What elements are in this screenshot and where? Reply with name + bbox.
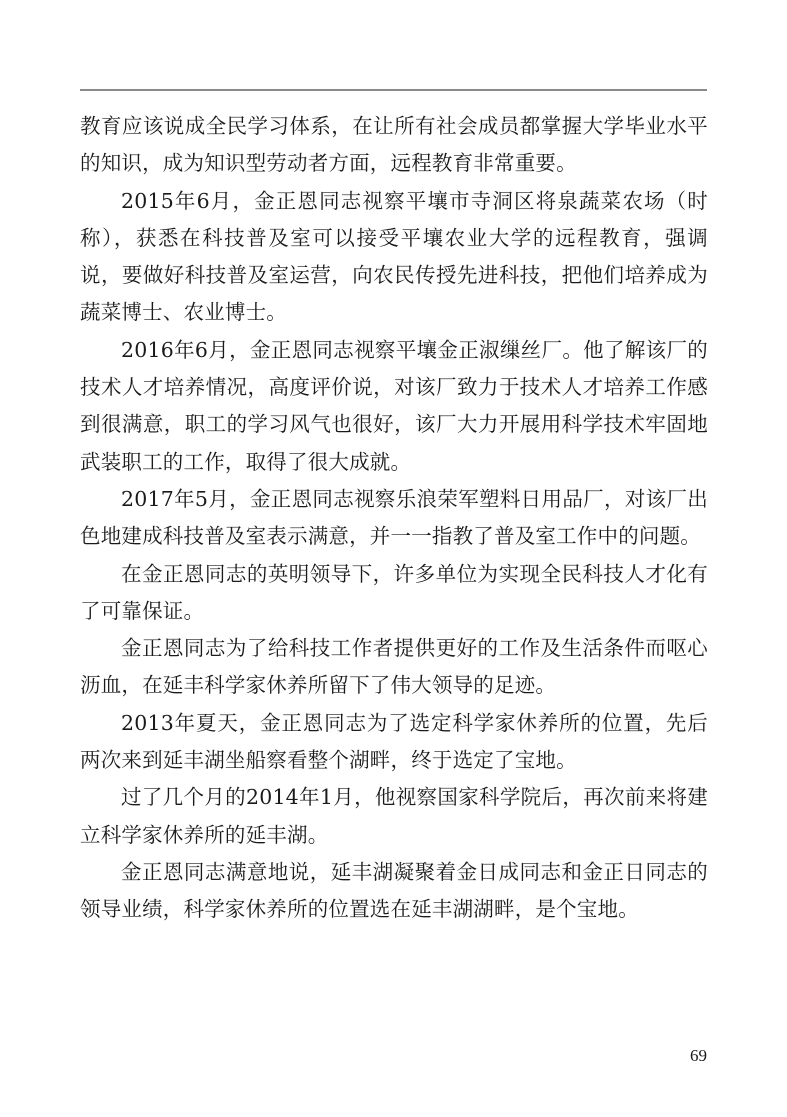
paragraph: 金正恩同志为了给科技工作者提供更好的工作及生活条件而呕心沥血，在延丰科学家休养所留下了伟大领导的足迹。 — [80, 636, 708, 698]
paragraph: 2017年5月，金正恩同志视察乐浪荣军塑料日用品厂，对该厂出色地建成科技普及室表示满意，并一一指教了普及室工作中的问题。 — [80, 486, 708, 549]
paragraph: 2013年夏天，金正恩同志为了选定科学家休养所的位置，先后两次来到延丰湖坐船察看整个湖畔，终于选定了宝地。 — [80, 710, 708, 773]
body-text — [80, 108, 708, 929]
page-number: 69 — [690, 1046, 707, 1065]
paragraph: 金正恩同志满意地说，延丰湖凝聚着金日成同志和金正日同志的领导业绩，科学家休养所的位置选在延丰湖湖畔，是个宝地。 — [80, 859, 708, 922]
paragraph: 2016年6月，金正恩同志视察平壤金正淑缫丝厂。他了解该厂的技术人才培养情况，高度评价说，对该厂致力于技术人才培养工作感到很满意，职工的学习风气也很好，该厂大力开展用科学技术牢固地武装职工的工作，取得了很大成就。 — [80, 337, 708, 474]
header-rule — [80, 89, 707, 91]
paragraph: 在金正恩同志的英明领导下，许多单位为实现全民科技人才化有了可靠保证。 — [80, 561, 708, 623]
paragraph: 2015年6月，金正恩同志视察平壤市寺洞区将泉蔬菜农场（时称），获悉在科技普及室可以接受平壤农业大学的远程教育，强调说，要做好科技普及室运营，向农民传授先进科技，把他们培养成为蔬菜博士、农业博士。 — [80, 188, 708, 325]
paragraph: 教育应该说成全民学习体系，在让所有社会成员都掌握大学毕业水平的知识，成为知识型劳动者方面，远程教育非常重要。 — [80, 114, 708, 176]
paragraph: 过了几个月的2014年1月，他视察国家科学院后，再次前来将建立科学家休养所的延丰湖。 — [80, 785, 708, 847]
